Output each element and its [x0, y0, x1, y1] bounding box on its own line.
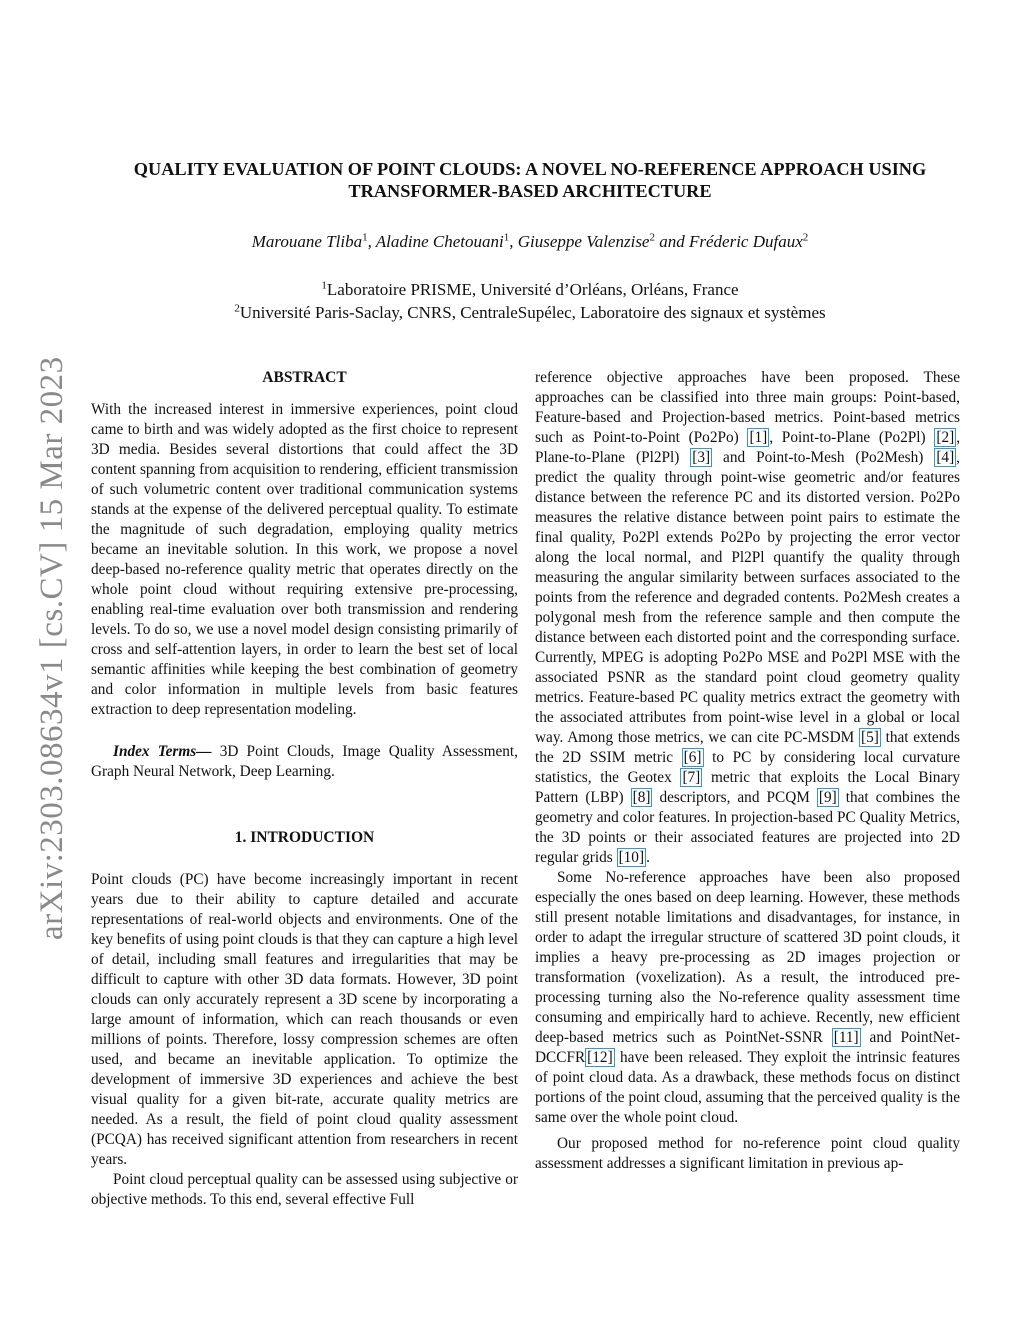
right-paragraph-2: Some No-reference approaches have been also proposed especially the ones based on deep learning. However, these methods still present notable limitations and disadvantages, for instance, in order to adapt the irregular structure of scattered 3D point clouds, it implies a heavy pre-processing as 2D images projection or transformation (voxelization). As a result, the introduced pre-processing turning also the No-reference quality assessment time consuming and empirically hard to achieve. Recently, new efficient deep-based metrics such as PointNet-SSNR [11] and PointNet-DCCFR [12] have been released. They exploit the intrinsic features of point cloud data. As a drawback, these methods focus on distinct portions of the point cloud, assuming that the perceived quality is the same over the whole point cloud.: [535, 869, 960, 1126]
author: Marouane Tliba$^1$,: [251, 231, 376, 251]
affiliation-2: $^2$Université Paris-Saclay, CNRS, CentraleSupélec, Laboratoire des signaux et systèmes: [234, 302, 826, 322]
citation-link[interactable]: [5]: [861, 729, 879, 746]
abstract-text: With the increased interest in immersive experiences, point cloud came to birth and was widely adopted as the first choice to represent 3D media. Besides several distortions that could affect the 3D content spanning from acquisition to rendering, efficient transmission of such volumetric content over traditional communication systems stands at the expense of the delivered perceptual quality. To estimate the magnitude of such degradation, employing quality metrics became an inevitable solution. In this work, we propose a novel deep-based no-reference quality metric that operates directly on the whole point cloud without requiring extensive pre-processing, enabling real-time evaluation over both transmission and rendering levels. To do so, we use a novel model design consisting primarily of cross and self-attention layers, in order to learn the best set of local semantic affinities while keeping the best combination of geometry and color information in multiple levels from basic features extraction to deep representation modeling.: [91, 401, 518, 718]
right-paragraph-1: reference objective approaches have been proposed. These approaches can be classified into three main groups: Point-based, Feature-based and Projection-based metrics. Point-based metrics such as Point-to-Point (Po2Po) [1] , Point-to-Plane (Po2Pl) [2] , Plane-to-Plane (Pl2Pl) [3] and Point-to-Mesh (Po2Mesh) [4] , predict the quality through point-wise geometric and/or features distance between the reference PC and its distorted version. Po2Po measures the relative distance between point pairs to estimate the final quality, Po2Pl extends Po2Po by projecting the error vector along the local normal, and Pl2Pl quantify the quality through measuring the angular similarity between surfaces associated to the points from the reference and degraded contents. Po2Mesh creates a polygonal mesh from the reference sample and then compute the distance between each distorted point and the corresponding surface. Currently, MPEG is adopting Po2Po MSE and Po2Pl MSE with the associated PSNR as the standard point cloud geometry quality metrics. Feature-based PC quality metrics extract the geometry with the associated attributes from point-wise level in a global or local way. Among those metrics, we can cite PC-MSDM [5] that extends the 2D SSIM metric [6] to PC by considering local curvature statistics, the Geotex [7] metric that exploits the Local Binary Pattern (LBP) [8] descriptors, and PCQM [9] that combines the geometry and color features. In projection-based PC Quality Metrics, the 3D points or their associated features are projected into 2D regular grids [10] .: [535, 369, 961, 866]
arxiv-identifier-stamp: arXiv:2303.08634v1 [cs.CV] 15 Mar 2023: [34, 356, 70, 940]
intro-paragraph-1: Point clouds (PC) have become increasingly important in recent years due to their ability to capture detailed and accurate representations of real-world objects and environments. One of the key benefits of using point clouds is that they can capture a high level of detail, including small features and irregularities that may be difficult to capture with other 3D data formats. However, 3D point clouds can only accurately represent a 3D scene by incorporating a large amount of information, which can reach thousands or even millions of points. Therefore, lossy compression schemes are often used, and became an inevitable application. To optimize the development of immersive 3D experiences and achieve the best visual quality for a given bit-rate, accurate quality metrics are needed. As a result, the field of point cloud quality assessment (PCQA) has received significant attention from researchers in recent years.: [91, 871, 518, 1168]
affiliation-1: $^1$Laboratoire PRISME, Université d’Orléans, Orléans, France: [321, 279, 739, 299]
citation-link[interactable]: [1]: [749, 429, 768, 446]
title-line-1: QUALITY EVALUATION OF POINT CLOUDS: A NOVEL NO-REFERENCE APPROACH USING: [133, 159, 927, 179]
citation-link[interactable]: [12]: [587, 1049, 613, 1066]
index-terms-text: 3D Point Clouds, Image Quality Assessment, Graph Neural Network, Deep Learning.: [91, 743, 518, 780]
citation-link[interactable]: [4]: [936, 449, 955, 466]
author-list: [90, 231, 970, 253]
right-column: [535, 368, 960, 1174]
citation-link[interactable]: [2]: [936, 429, 955, 446]
affiliations: [90, 278, 970, 324]
citation-link[interactable]: [8]: [632, 789, 651, 806]
author: Giuseppe Valenzise$^2$ and: [517, 231, 689, 251]
index-terms-label: Index Terms—: [113, 743, 212, 760]
citation-link[interactable]: [11]: [833, 1029, 859, 1046]
author: Aladine Chetouani$^1$,: [375, 231, 518, 251]
citation-link[interactable]: [7]: [682, 769, 701, 786]
citation-link[interactable]: [9]: [818, 789, 837, 806]
citation-link[interactable]: [10]: [618, 849, 645, 866]
paper-title: [90, 158, 970, 202]
title-line-2: TRANSFORMER-BASED ARCHITECTURE: [348, 181, 712, 201]
left-column: [91, 368, 518, 1210]
index-terms: [91, 742, 518, 782]
right-paragraph-3: Our proposed method for no-reference point cloud quality assessment addresses a significant limitation in previous ap-: [535, 1135, 960, 1172]
intro-paragraph-2: Point cloud perceptual quality can be assessed using subjective or objective methods. To this end, several effective Full: [91, 1171, 518, 1208]
introduction-heading: 1. INTRODUCTION: [234, 829, 375, 846]
citation-link[interactable]: [6]: [683, 749, 702, 766]
citation-link[interactable]: [3]: [692, 449, 711, 466]
abstract-heading: ABSTRACT: [262, 369, 347, 386]
author: Fréderic Dufaux$^2$: [688, 231, 809, 251]
